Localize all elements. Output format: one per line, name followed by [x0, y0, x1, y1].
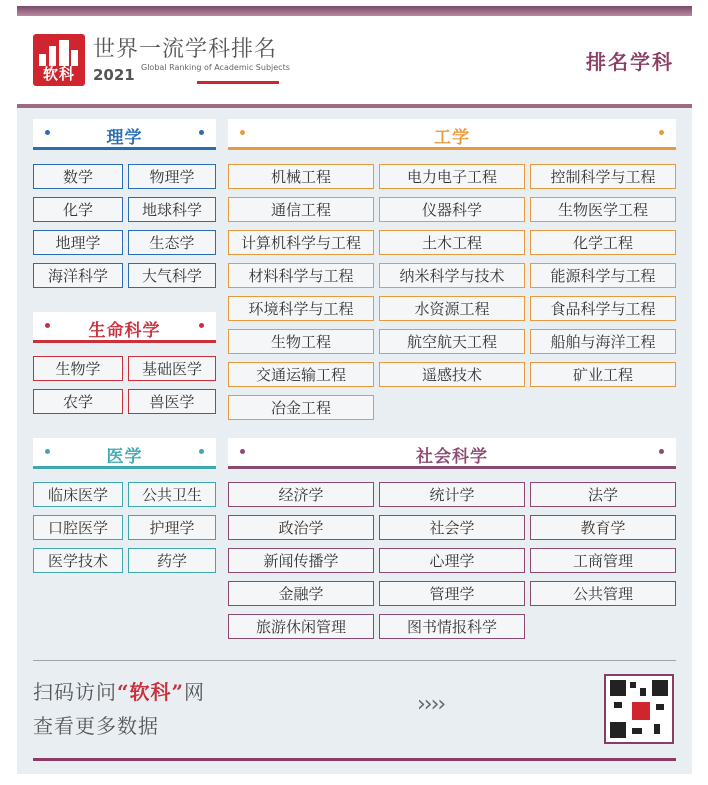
subject-cell: 海洋科学: [33, 263, 123, 288]
subject-cell: 生物工程: [228, 329, 374, 354]
subject-cell: 矿业工程: [530, 362, 676, 387]
header-divider: [17, 104, 692, 108]
subject-cell: 经济学: [228, 482, 374, 507]
subject-cell: 化学工程: [530, 230, 676, 255]
subject-cell: 工商管理: [530, 548, 676, 573]
subject-cell: 遥感技术: [379, 362, 525, 387]
subject-cell: 管理学: [379, 581, 525, 606]
group-title-science: 理学: [106, 128, 143, 148]
arrow-icon: ››››: [417, 692, 445, 717]
subject-cell: 大气科学: [128, 263, 216, 288]
subject-cell: 旅游休闲管理: [228, 614, 374, 639]
subject-cell: 临床医学: [33, 482, 123, 507]
subject-cell: 生物学: [33, 356, 123, 381]
subject-cell: 口腔医学: [33, 515, 123, 540]
subject-cell: 地球科学: [128, 197, 216, 222]
subject-cell: 公共管理: [530, 581, 676, 606]
subject-cell: 航空航天工程: [379, 329, 525, 354]
subject-cell: 机械工程: [228, 164, 374, 189]
subject-cell: 数学: [33, 164, 123, 189]
subject-cell: 计算机科学与工程: [228, 230, 374, 255]
subject-cell: 心理学: [379, 548, 525, 573]
subject-cell: 冶金工程: [228, 395, 374, 420]
band-life-science: [33, 312, 216, 343]
subject-cell: 仪器科学: [379, 197, 525, 222]
subject-cell: 农学: [33, 389, 123, 414]
subject-cell: 控制科学与工程: [530, 164, 676, 189]
subject-cell: 土木工程: [379, 230, 525, 255]
brand-subtitle: Global Ranking of Academic Subjects: [141, 63, 290, 72]
group-title-life-science: 生命科学: [88, 321, 161, 341]
top-bar: [17, 6, 692, 16]
subject-cell: 教育学: [530, 515, 676, 540]
poster: [17, 6, 692, 774]
subject-cell: 交通运输工程: [228, 362, 374, 387]
page-title: 排名学科: [586, 50, 674, 74]
subject-cell: 药学: [128, 548, 216, 573]
subject-cell: 物理学: [128, 164, 216, 189]
subject-cell: 能源科学与工程: [530, 263, 676, 288]
subject-cell: 地理学: [33, 230, 123, 255]
footer-divider: [33, 660, 676, 661]
band-engineering: [228, 119, 676, 150]
subject-cell: 兽医学: [128, 389, 216, 414]
footer-cta-line1: 扫码访问“软科”网: [33, 680, 206, 704]
subject-cell: 护理学: [128, 515, 216, 540]
subject-cell: 生物医学工程: [530, 197, 676, 222]
brand-title: 世界一流学科排名: [93, 37, 278, 62]
group-title-social-science: 社会科学: [416, 447, 488, 467]
subject-cell: 化学: [33, 197, 123, 222]
subject-cell: 图书情报科学: [379, 614, 525, 639]
subject-cell: 社会学: [379, 515, 525, 540]
band-social-science: [228, 438, 676, 469]
qr-logo: [632, 702, 650, 720]
shanghai-ranking-logo: [33, 34, 85, 86]
subject-cell: 纳米科学与技术: [379, 263, 525, 288]
footer-cta-line2: 查看更多数据: [33, 714, 159, 738]
subject-cell: 法学: [530, 482, 676, 507]
brand-year: 2021: [93, 66, 135, 84]
subject-cell: 环境科学与工程: [228, 296, 374, 321]
subject-cell: 基础医学: [128, 356, 216, 381]
header: [17, 16, 692, 104]
group-title-engineering: 工学: [434, 128, 470, 148]
subject-cell: 通信工程: [228, 197, 374, 222]
qr-code[interactable]: [604, 674, 674, 744]
subject-cell: 医学技术: [33, 548, 123, 573]
footer-bottom-bar: [33, 758, 676, 761]
subject-cell: 生态学: [128, 230, 216, 255]
subject-cell: 政治学: [228, 515, 374, 540]
subject-cell: 新闻传播学: [228, 548, 374, 573]
subject-cell: 公共卫生: [128, 482, 216, 507]
band-science: [33, 119, 216, 150]
brand-underline: [197, 81, 279, 84]
group-title-medicine: 医学: [106, 447, 143, 467]
subject-cell: 食品科学与工程: [530, 296, 676, 321]
subject-cell: 船舶与海洋工程: [530, 329, 676, 354]
subject-cell: 金融学: [228, 581, 374, 606]
subject-cell: 水资源工程: [379, 296, 525, 321]
subject-cell: 材料科学与工程: [228, 263, 374, 288]
band-medicine: [33, 438, 216, 469]
subject-cell: 统计学: [379, 482, 525, 507]
subject-cell: 电力电子工程: [379, 164, 525, 189]
logo-text: 软科: [42, 65, 75, 83]
